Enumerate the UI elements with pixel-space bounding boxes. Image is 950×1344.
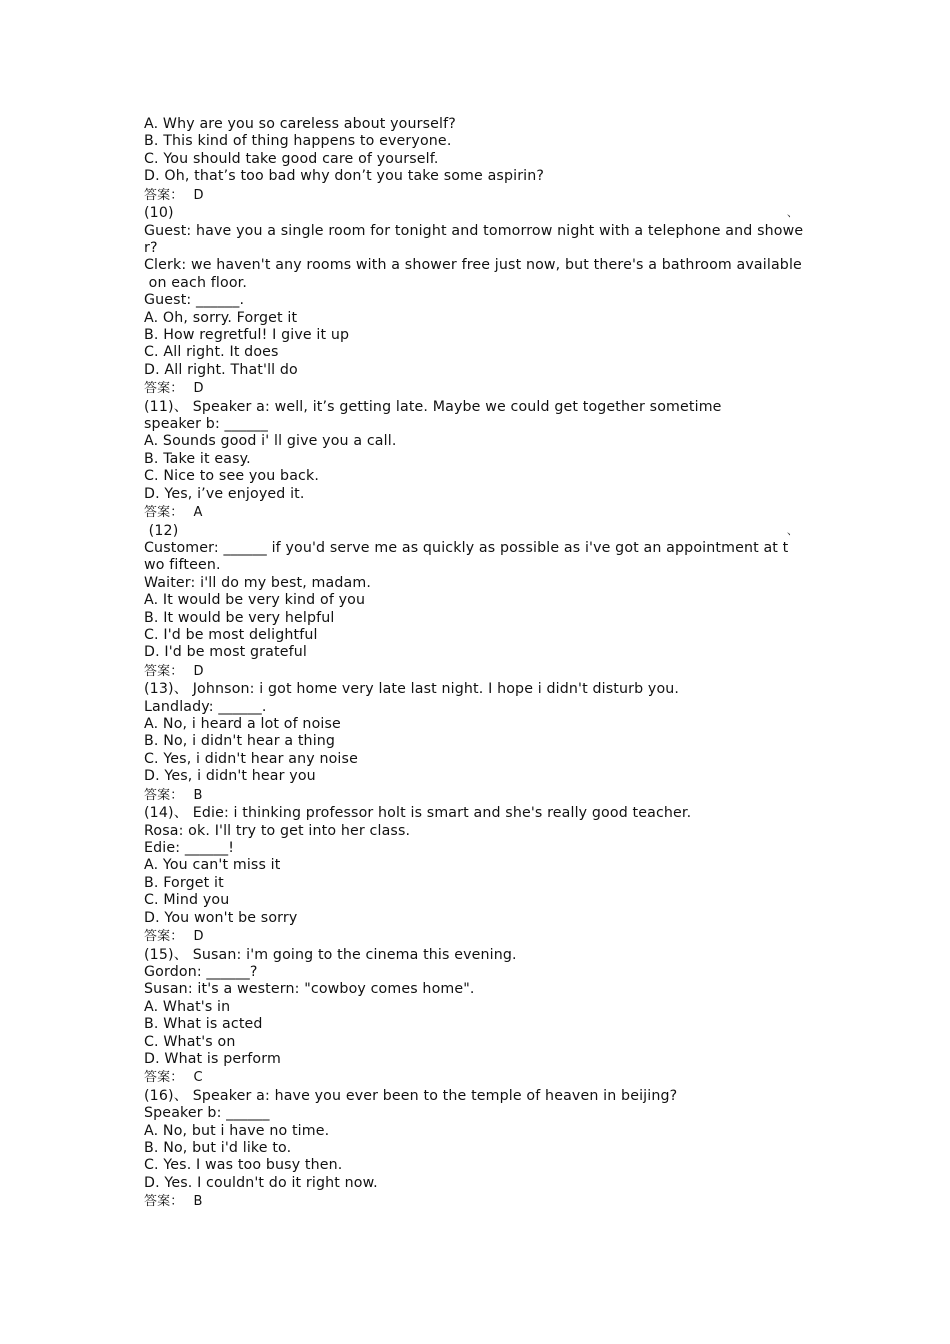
question-12-line: wo fifteen. (144, 557, 221, 574)
option-b: B. What is acted (144, 1016, 263, 1033)
option-b: B. How regretful! I give it up (144, 326, 350, 343)
option-c: C. You should take good care of yourself. (144, 150, 439, 167)
option-d: D. Oh, that’s too bad why don’t you take some aspirin? (144, 168, 545, 185)
question-14-line: Edie: ______! (144, 840, 235, 857)
question-11-line: speaker b: ______ (144, 416, 269, 433)
answer-label: 答案： (144, 1070, 184, 1086)
question-16-header: (16)、 Speaker a: have you ever been to the temple of heaven in beijing? (144, 1087, 678, 1104)
option-d: D. Yes, i didn't hear you (144, 768, 316, 785)
answer-value: D (193, 187, 204, 203)
answer-value: B (193, 1194, 203, 1210)
answer-value: A (193, 505, 203, 520)
question-10-line: r? (144, 239, 158, 256)
option-c: C. What's on (144, 1033, 236, 1050)
question-12-line: Waiter: i'll do my best, madam. (144, 574, 371, 591)
answer-label: 答案： (144, 928, 184, 944)
option-a: A. It would be very kind of you (144, 592, 366, 609)
answer-label: 答案： (144, 505, 184, 520)
option-c: C. Yes. I was too busy then. (144, 1157, 343, 1174)
option-b: B. No, but i'd like to. (144, 1140, 292, 1157)
option-b: B. This kind of thing happens to everyone. (144, 133, 452, 150)
answer-value: B (193, 787, 203, 803)
option-a: A. You can't miss it (144, 857, 281, 874)
question-10-line: Clerk: we haven't any rooms with a shower free just now, but there's a bathroom available (144, 257, 802, 274)
answer-line (144, 662, 812, 682)
answer-value: C (193, 1070, 203, 1086)
option-b: B. Take it easy. (144, 450, 251, 467)
option-d: D. All right. That'll do (144, 361, 298, 378)
option-b: B. It would be very helpful (144, 609, 335, 626)
option-c: C. All right. It does (144, 344, 279, 361)
option-a: A. Oh, sorry. Forget it (144, 309, 298, 326)
option-c: C. Mind you (144, 892, 230, 909)
option-a: A. No, i heard a lot of noise (144, 716, 341, 733)
answer-line (144, 1192, 812, 1212)
answer-value: D (193, 381, 204, 397)
option-d: D. I'd be most grateful (144, 644, 307, 661)
question-14-header: (14)、 Edie: i thinking professor holt is smart and she's really good teacher. (144, 805, 692, 822)
question-number: (12) (144, 522, 179, 539)
option-c: C. I'd be most delightful (144, 626, 318, 643)
answer-label: 答案： (144, 187, 184, 203)
question-10-number (144, 205, 812, 222)
option-d: D. What is perform (144, 1050, 281, 1067)
question-12-line: Customer: ______ if you'd serve me as quickly as possible as i've got an appointment at t (144, 539, 789, 556)
option-a: A. No, but i have no time. (144, 1122, 330, 1139)
question-10-line: Guest: have you a single room for tonight and tomorrow night with a telephone and showe (144, 222, 804, 239)
answer-value: D (193, 928, 204, 944)
question-15-header: (15)、 Susan: i'm going to the cinema this evening. (144, 946, 517, 963)
option-a: A. What's in (144, 998, 231, 1015)
option-d: D. Yes, i’ve enjoyed it. (144, 485, 305, 502)
question-14-line: Rosa: ok. I'll try to get into her class. (144, 822, 411, 839)
question-10-line: Guest: ______. (144, 292, 245, 309)
question-12-number (144, 523, 812, 540)
option-c: C. Yes, i didn't hear any noise (144, 750, 358, 767)
answer-label: 答案： (144, 381, 184, 397)
enumeration-mark: 、 (786, 206, 798, 220)
option-c: C. Nice to see you back. (144, 468, 320, 485)
document-body (144, 116, 812, 1212)
question-number: (10) (144, 205, 174, 222)
option-d: D. You won't be sorry (144, 909, 298, 926)
option-a: A. Sounds good i' ll give you a call. (144, 433, 397, 450)
answer-line (144, 379, 812, 399)
question-13-header: (13)、 Johnson: i got home very late last night. I hope i didn't disturb you. (144, 681, 680, 698)
answer-label: 答案： (144, 787, 184, 803)
answer-line (144, 1068, 812, 1088)
answer-line (144, 786, 812, 806)
answer-label: 答案： (144, 1194, 184, 1210)
enumeration-mark: 、 (786, 523, 798, 537)
answer-value: D (193, 663, 204, 679)
option-a: A. Why are you so careless about yourself? (144, 116, 456, 132)
answer-line (144, 927, 812, 947)
question-15-line: Gordon: ______? (144, 963, 258, 980)
question-11-header: (11)、 Speaker a: well, it’s getting late. Maybe we could get together sometime (144, 398, 722, 415)
option-b: B. No, i didn't hear a thing (144, 733, 336, 750)
question-15-line: Susan: it's a western: "cowboy comes home". (144, 981, 475, 998)
option-d: D. Yes. I couldn't do it right now. (144, 1174, 378, 1191)
option-b: B. Forget it (144, 874, 224, 891)
answer-line (144, 186, 812, 206)
question-16-line: Speaker b: ______ (144, 1105, 270, 1122)
answer-line (144, 503, 812, 523)
question-13-line: Landlady: ______. (144, 698, 267, 715)
question-10-line: on each floor. (144, 274, 248, 291)
answer-label: 答案： (144, 663, 184, 679)
